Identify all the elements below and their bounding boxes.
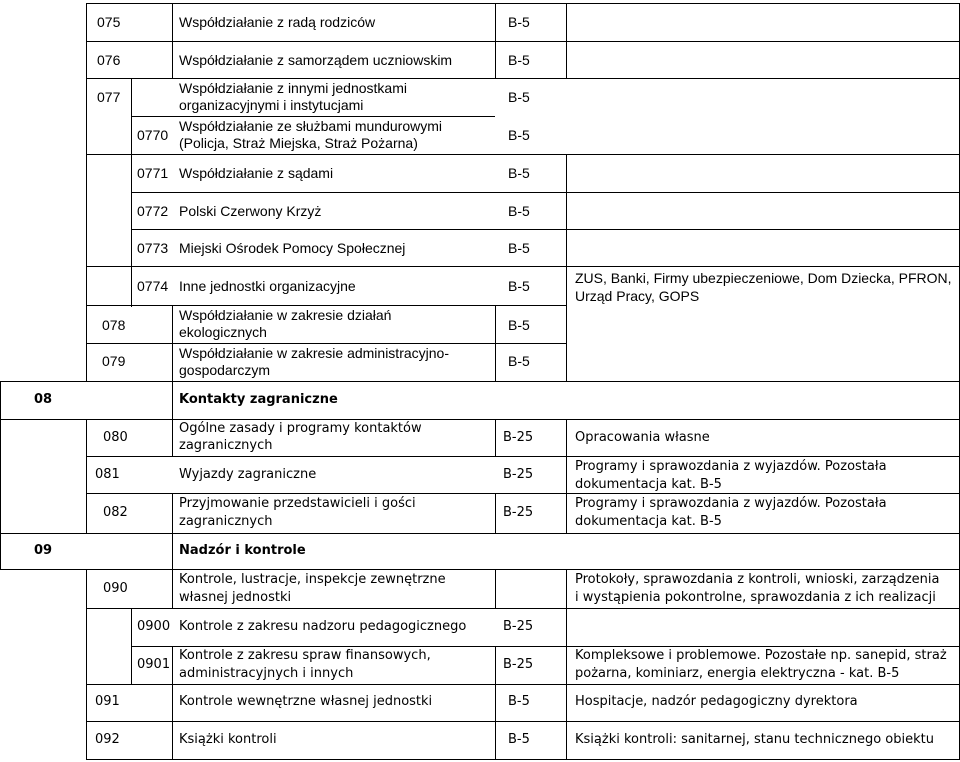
- section-09-code: 09: [34, 543, 53, 558]
- row-078-code: 078: [102, 317, 126, 333]
- v-rule: [566, 419, 567, 534]
- row-092-note: Książki kontroli: sanitarnej, stanu technicznego obiektu: [575, 732, 934, 747]
- row-080-title-line1: Ogólne zasady i programy kontaktów: [179, 421, 422, 436]
- row-0774-note-line2: Urząd Pracy, GOPS: [575, 288, 700, 304]
- row-078-title-line2: ekologicznych: [179, 324, 267, 340]
- row-090-title-line1: Kontrole, lustracje, inspekcje zewnętrzne: [179, 572, 446, 587]
- row-080-note: Opracowania własne: [575, 430, 710, 445]
- row-082-title-line1: Przyjmowanie przedstawicieli i gości: [179, 496, 416, 511]
- row-079-code: 079: [102, 353, 126, 369]
- row-0901-title-line2: administracyjnych i innych: [179, 666, 354, 681]
- row-077-title-line1: Współdziałanie z innymi jednostkami: [179, 80, 407, 96]
- v-rule: [495, 646, 496, 760]
- row-079-category: B-5: [508, 353, 530, 369]
- row-0774-category: B-5: [508, 278, 530, 294]
- section-08-code: 08: [34, 392, 53, 407]
- v-rule: [172, 493, 173, 570]
- section-08-title: Kontakty zagraniczne: [179, 392, 338, 407]
- row-076-category: B-5: [508, 52, 530, 68]
- v-rule: [131, 608, 132, 685]
- v-rule: [172, 305, 173, 420]
- row-0900-category: B-25: [503, 619, 534, 634]
- row-080-title-line2: zagranicznych: [179, 438, 273, 453]
- row-0773-category: B-5: [508, 240, 530, 256]
- row-0772-category: B-5: [508, 203, 530, 219]
- row-0901-title-line1: Kontrole z zakresu spraw finansowych,: [179, 648, 431, 663]
- row-090-code: 090: [103, 581, 128, 596]
- row-091-note: Hospitacje, nadzór pedagogiczny dyrektora: [575, 694, 858, 709]
- h-rule: [86, 41, 959, 42]
- h-rule: [86, 154, 959, 155]
- row-082-category: B-25: [503, 505, 534, 520]
- row-0770-title-line2: (Policja, Straż Miejska, Straż Pożarna): [179, 135, 418, 151]
- row-0901-code: 0901: [137, 657, 171, 672]
- row-082-note-line1: Programy i sprawozdania z wyjazdów. Pozostała: [575, 496, 887, 511]
- v-rule: [495, 419, 496, 456]
- h-rule: [131, 229, 959, 230]
- h-rule: [86, 684, 959, 685]
- row-0771-title: Współdziałanie z sądami: [179, 165, 334, 181]
- v-rule: [495, 493, 496, 533]
- section-09-title: Nadzór i kontrole: [179, 543, 306, 558]
- row-078-title-line1: Współdziałanie w zakresie działań: [179, 307, 392, 323]
- row-0770-code: 0770: [137, 127, 169, 143]
- row-082-title-line2: zagranicznych: [179, 514, 273, 529]
- row-077-title-line2: organizacyjnymi i instytucjami: [179, 97, 364, 113]
- row-091-title: Kontrole wewnętrzne własnej jednostki: [179, 694, 433, 709]
- row-075-code: 075: [97, 14, 121, 30]
- h-rule: [86, 493, 959, 494]
- h-rule: [0, 381, 959, 382]
- row-090-title-line2: własnej jednostki: [179, 590, 292, 605]
- row-0900-title: Kontrole z zakresu nadzoru pedagogicznego: [179, 619, 467, 634]
- v-rule: [495, 3, 496, 79]
- row-090-note-line1: Protokoły, sprawozdania z kontroli, wnioski, zarządzenia: [575, 572, 940, 587]
- row-078-category: B-5: [508, 317, 530, 333]
- row-076-title: Współdziałanie z samorządem uczniowskim: [179, 52, 453, 68]
- v-rule: [495, 569, 496, 609]
- v-rule: [172, 419, 173, 456]
- row-0774-note-line1: ZUS, Banki, Firmy ubezpieczeniowe, Dom Dziecka, PFRON,: [575, 270, 952, 286]
- row-0772-title: Polski Czerwony Krzyż: [179, 203, 322, 219]
- row-0901-category: B-25: [503, 657, 534, 672]
- h-rule: [0, 569, 959, 570]
- h-rule: [0, 419, 959, 420]
- row-091-code: 091: [95, 694, 120, 709]
- row-075-category: B-5: [508, 14, 530, 30]
- row-0771-category: B-5: [508, 165, 530, 181]
- h-rule: [86, 456, 959, 457]
- v-rule: [86, 419, 87, 534]
- row-0770-category: B-5: [508, 127, 530, 143]
- v-rule: [0, 381, 1, 570]
- v-rule: [86, 569, 87, 760]
- v-rule: [566, 154, 567, 382]
- row-082-code: 082: [103, 505, 128, 520]
- row-0772-code: 0772: [137, 203, 169, 219]
- h-rule: [86, 608, 959, 609]
- row-090-note-line2: i wystąpienia pokontrolne, sprawozdania z ich realizacji: [575, 590, 936, 605]
- h-rule: [86, 266, 959, 267]
- h-rule: [86, 721, 959, 722]
- row-0773-code: 0773: [137, 240, 169, 256]
- h-rule: [86, 759, 959, 760]
- row-0770-title-line1: Współdziałanie ze służbami mundurowymi: [179, 118, 442, 134]
- v-rule: [131, 78, 132, 307]
- row-0773-title: Miejski Ośrodek Pomocy Społecznej: [179, 240, 406, 256]
- v-rule: [86, 3, 87, 382]
- row-092-title: Książki kontroli: [179, 732, 277, 747]
- row-075-title: Współdziałanie z radą rodziców: [179, 14, 376, 30]
- row-076-code: 076: [97, 52, 121, 68]
- h-rule: [86, 3, 959, 4]
- row-082-note-line2: dokumentacja kat. B-5: [575, 514, 722, 529]
- row-0900-code: 0900: [137, 619, 171, 634]
- row-081-note-line1: Programy i sprawozdania z wyjazdów. Pozostała: [575, 459, 887, 474]
- row-081-category: B-25: [503, 467, 534, 482]
- row-077-category: B-5: [508, 89, 530, 105]
- v-rule: [566, 569, 567, 760]
- v-rule: [172, 3, 173, 79]
- row-080-category: B-25: [503, 430, 534, 445]
- row-092-code: 092: [95, 732, 120, 747]
- row-091-category: B-5: [508, 694, 530, 709]
- row-081-code: 081: [95, 467, 120, 482]
- v-rule: [172, 646, 173, 760]
- row-0771-code: 0771: [137, 165, 169, 181]
- row-080-code: 080: [103, 430, 128, 445]
- row-092-category: B-5: [508, 732, 530, 747]
- row-081-note-line2: dokumentacja kat. B-5: [575, 477, 722, 492]
- v-rule: [566, 3, 567, 79]
- row-081-title: Wyjazdy zagraniczne: [179, 467, 317, 482]
- row-0901-note-line2: pożarna, kominiarz, energia elektryczna - kat. B-5: [575, 666, 900, 681]
- v-rule: [495, 305, 496, 382]
- h-rule: [0, 533, 959, 534]
- row-0774-code: 0774: [137, 278, 169, 294]
- v-rule: [172, 569, 173, 609]
- row-077-code: 077: [97, 89, 121, 105]
- row-0901-note-line1: Kompleksowe i problemowe. Pozostałe np. sanepid, straż: [575, 648, 947, 663]
- row-079-title-line2: gospodarczym: [179, 362, 271, 378]
- row-0774-title: Inne jednostki organizacyjne: [179, 278, 356, 294]
- row-079-title-line1: Współdziałanie w zakresie administracyjno-: [179, 345, 449, 361]
- h-rule: [131, 192, 959, 193]
